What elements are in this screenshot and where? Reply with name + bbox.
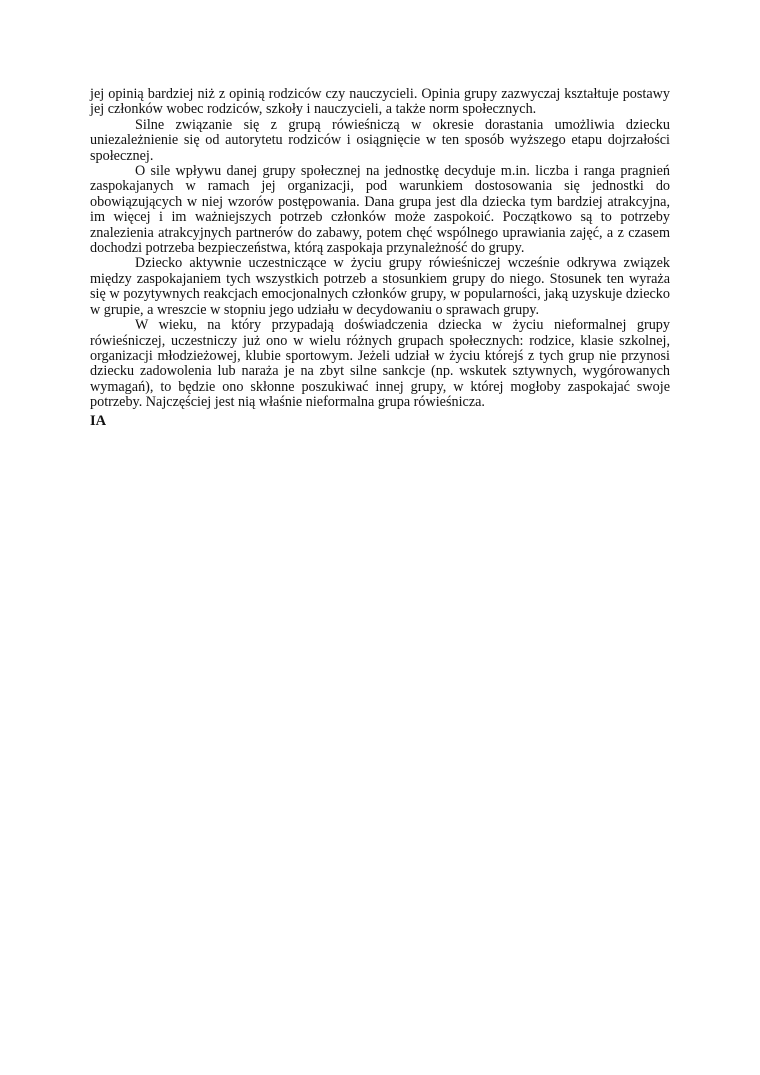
paragraph-1: jej opinią bardziej niż z opinią rodziców czy nauczycieli. Opinia grupy zazwyczaj kształtuje postawy jej członków wobec rodziców, szkoły i nauczycieli, a także norm społecznych.: [90, 86, 670, 118]
paragraph-5: W wieku, na który przypadają doświadczenia dziecka w życiu nieformalnej grupy rówieśniczej, uczestniczy już ono w wielu różnych grupach społecznych: rodzice, klasie szkolnej, organizacji młodzieżowej, klubie sportowym. Jeżeli udział w życiu którejś z tych grup nie przynosi dziecku zadowolenia lub naraża je na zbyt silne sankcje (np. wskutek sztywnych, wygórowanych wymagań), to będzie ono skłonne poszukiwać innej grupy, w której mogłoby zaspokajać swoje potrzeby. Najczęściej jest nią właśnie nieformalna grupa rówieśnicza.: [90, 317, 670, 411]
author-initials: IA: [90, 412, 107, 429]
paragraph-3: O sile wpływu danej grupy społecznej na jednostkę decyduje m.in. liczba i ranga pragnień zaspokajanych w ramach jej organizacji, pod warunkiem dostosowania się jednostki do obowiązujących w niej wzorów postępowania. Dana grupa jest dla dziecka tym bardziej atrakcyjna, im więcej i im ważniejszych potrzeb członków może zaspokoić. Początkowo są to potrzeby znalezienia atrakcyjnych partnerów do zabawy, potem chęć wspólnego uprawiania zajęć, a z czasem dochodzi potrzeba bezpieczeństwa, którą zaspokaja przynależność do grupy.: [90, 163, 670, 257]
document-page: [90, 87, 670, 429]
paragraph-4: Dziecko aktywnie uczestniczące w życiu grupy rówieśniczej wcześnie odkrywa związek między zaspokajaniem tych wszystkich potrzeb a stosunkiem grupy do niego. Stosunek ten wyraża się w pozytywnych reakcjach emocjonalnych członków grupy, w popularności, jaką uzyskuje dziecko w grupie, a wreszcie w stopniu jego udziału w decydowaniu o sprawach grupy.: [90, 255, 670, 318]
paragraph-2: Silne związanie się z grupą rówieśniczą w okresie dorastania umożliwia dziecku uniezależnienie się od autorytetu rodziców i osiągnięcie w ten sposób wyższego etapu dojrzałości społecznej.: [90, 116, 670, 164]
